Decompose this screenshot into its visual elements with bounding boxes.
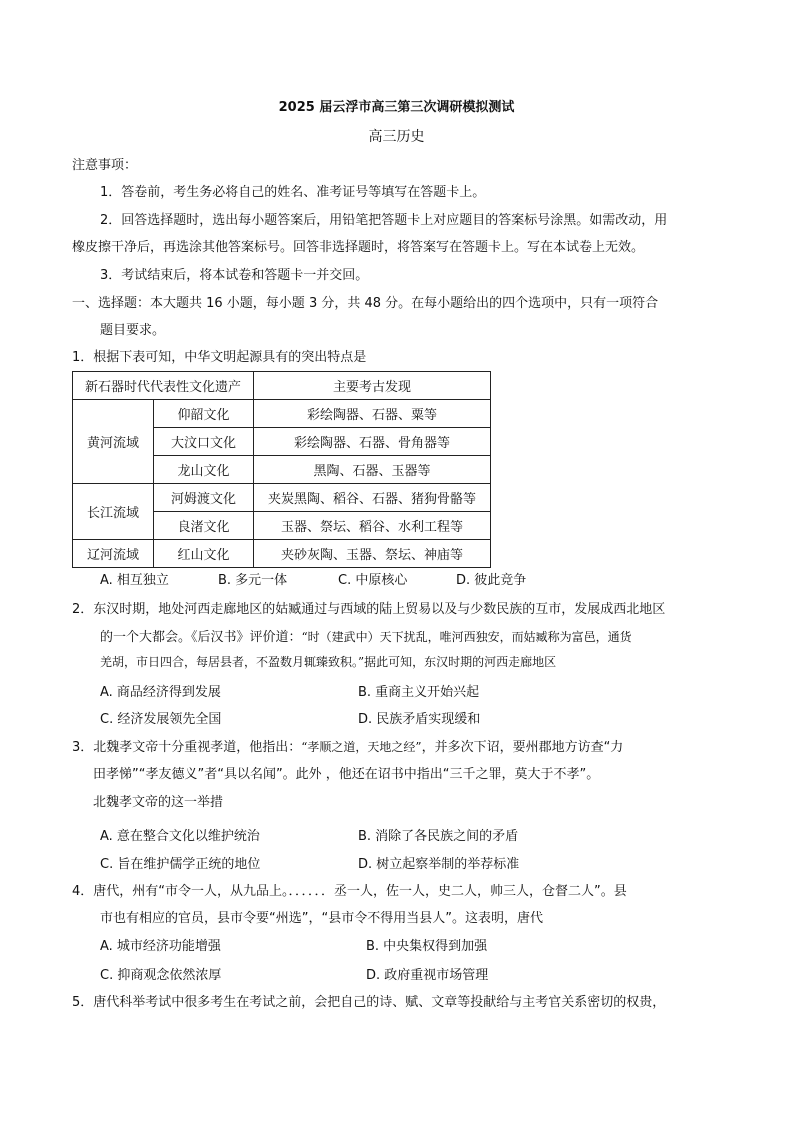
- exam-title: 2025 届云浮市高三第三次调研模拟测试: [278, 100, 515, 115]
- q5-line1: 5．唐代科举考试中很多考生在考试之前，会把自己的诗、赋、文章等投献给与主考官关系密切的权贵，: [72, 995, 666, 1010]
- q2-quote: “时（建武中）天下扰乱，唯河西独安，而姑臧称为富邑，通货: [301, 630, 632, 644]
- q1-stem: 1．根据下表可知，中华文明起源具有的突出特点是: [72, 350, 367, 365]
- region-cell: 辽河流域: [73, 540, 154, 568]
- q2-line1: 2．东汉时期，地处河西走廊地区的姑臧通过与西域的陆上贸易以及与少数民族的互市，发展成西北地区: [72, 602, 666, 617]
- section-heading-line1: 一、选择题：本大题共 16 小题，每小题 3 分，共 48 分。在每小题给出的四个选项中，只有一项符合: [72, 296, 659, 311]
- culture-cell: 河姆渡文化: [154, 484, 254, 512]
- q2-option-b: B. 重商主义开始兴起: [358, 685, 480, 700]
- q4-option-d: D. 政府重视市场管理: [366, 968, 489, 983]
- culture-cell: 龙山文化: [154, 456, 254, 484]
- q4-option-b: B. 中央集权得到加强: [366, 939, 488, 954]
- finds-cell: 黑陶、石器、玉器等: [254, 456, 491, 484]
- q4-option-c: C. 抑商观念依然浓厚: [100, 968, 222, 983]
- finds-cell: 夹砂灰陶、玉器、祭坛、神庙等: [254, 540, 491, 568]
- q2-line2: [100, 626, 632, 645]
- note-2-line2: 橡皮擦干净后，再选涂其他答案标号。回答非选择题时，将答案写在答题卡上。写在本试卷上无效。: [72, 240, 645, 255]
- table-row: [73, 400, 491, 428]
- culture-cell: 仰韶文化: [154, 400, 254, 428]
- culture-cell: 红山文化: [154, 540, 254, 568]
- region-cell: 黄河流域: [73, 400, 154, 484]
- note-2-line1: 2．回答选择题时，选出每小题答案后，用铅笔把答题卡上对应题目的答案标号涂黑。如需改动，用: [100, 213, 668, 228]
- q3-line1-text: 3．北魏孝文帝十分重视孝道，他指出：: [72, 740, 302, 755]
- note-1: 1．答卷前，考生务必将自己的姓名、准考证号等填写在答题卡上。: [100, 185, 486, 200]
- finds-cell: 夹炭黑陶、稻谷、石器、猪狗骨骼等: [254, 484, 491, 512]
- q1-archaeology-table: [72, 371, 491, 568]
- q2-option-c: C. 经济发展领先全国: [100, 712, 222, 727]
- table-row: [73, 540, 491, 568]
- q4-line2: 市也有相应的官员，县市令要“州选”，“县市令不得用当县人”。这表明，唐代: [100, 911, 543, 926]
- note-3: 3．考试结束后，将本试卷和答题卡一并交回。: [100, 268, 369, 283]
- finds-cell: 玉器、祭坛、稻谷、水利工程等: [254, 512, 491, 540]
- q3-option-d: D. 树立起察举制的举荐标准: [358, 857, 520, 872]
- q3-line1-rest: ，并多次下诏，要州郡地方访查“力: [421, 740, 624, 755]
- q3-quote: “孝顺之道，天地之经”: [301, 740, 422, 754]
- q3-option-b: B. 消除了各民族之间的矛盾: [358, 829, 519, 844]
- q4-line1: 4．唐代，州有“市令一人，从九品上。．．．．．．丞一人，佐一人，史二人，帅三人，仓督二人”。县: [72, 884, 627, 899]
- table-header-cell: 新石器时代代表性文化遗产: [73, 372, 254, 400]
- table-header-cell: 主要考古发现: [254, 372, 491, 400]
- q1-option-c: C. 中原核心: [338, 573, 408, 588]
- table-row: [73, 484, 491, 512]
- notes-heading: 注意事项：: [72, 158, 138, 173]
- q2-option-a: A. 商品经济得到发展: [100, 685, 221, 700]
- finds-cell: 彩绘陶器、石器、骨角器等: [254, 428, 491, 456]
- table-header-row: [73, 372, 491, 400]
- culture-cell: 大汶口文化: [154, 428, 254, 456]
- q3-option-a: A. 意在整合文化以维护统治: [100, 829, 260, 844]
- q1-option-d: D. 彼此竞争: [456, 573, 527, 588]
- q1-option-a: A. 相互独立: [100, 573, 169, 588]
- q3-option-c: C. 旨在维护儒学正统的地位: [100, 857, 261, 872]
- culture-cell: 良渚文化: [154, 512, 254, 540]
- q3-line1: [72, 736, 623, 755]
- region-cell: 长江流域: [73, 484, 154, 540]
- exam-subtitle: 高三历史: [368, 129, 425, 145]
- finds-cell: 彩绘陶器、石器、粟等: [254, 400, 491, 428]
- q2-line2-text: 的一个大都会。《后汉书》评价道：: [100, 630, 302, 645]
- q1-option-b: B. 多元一体: [218, 573, 288, 588]
- q3-line2: 田孝悌”“孝友德义”者“具以名闻”。此外 ，他还在诏书中指出“三千之罪，莫大于不孝”。: [93, 767, 600, 782]
- section-heading-line2: 题目要求。: [100, 323, 166, 338]
- q3-line3: 北魏孝文帝的这一举措: [93, 795, 224, 810]
- q2-line3: 羌胡，市日四合，每居县者，不盈数月辄臻致积。”据此可知，东汉时期的河西走廊地区: [100, 655, 557, 669]
- q2-option-d: D. 民族矛盾实现缓和: [358, 712, 481, 727]
- q4-option-a: A. 城市经济功能增强: [100, 939, 221, 954]
